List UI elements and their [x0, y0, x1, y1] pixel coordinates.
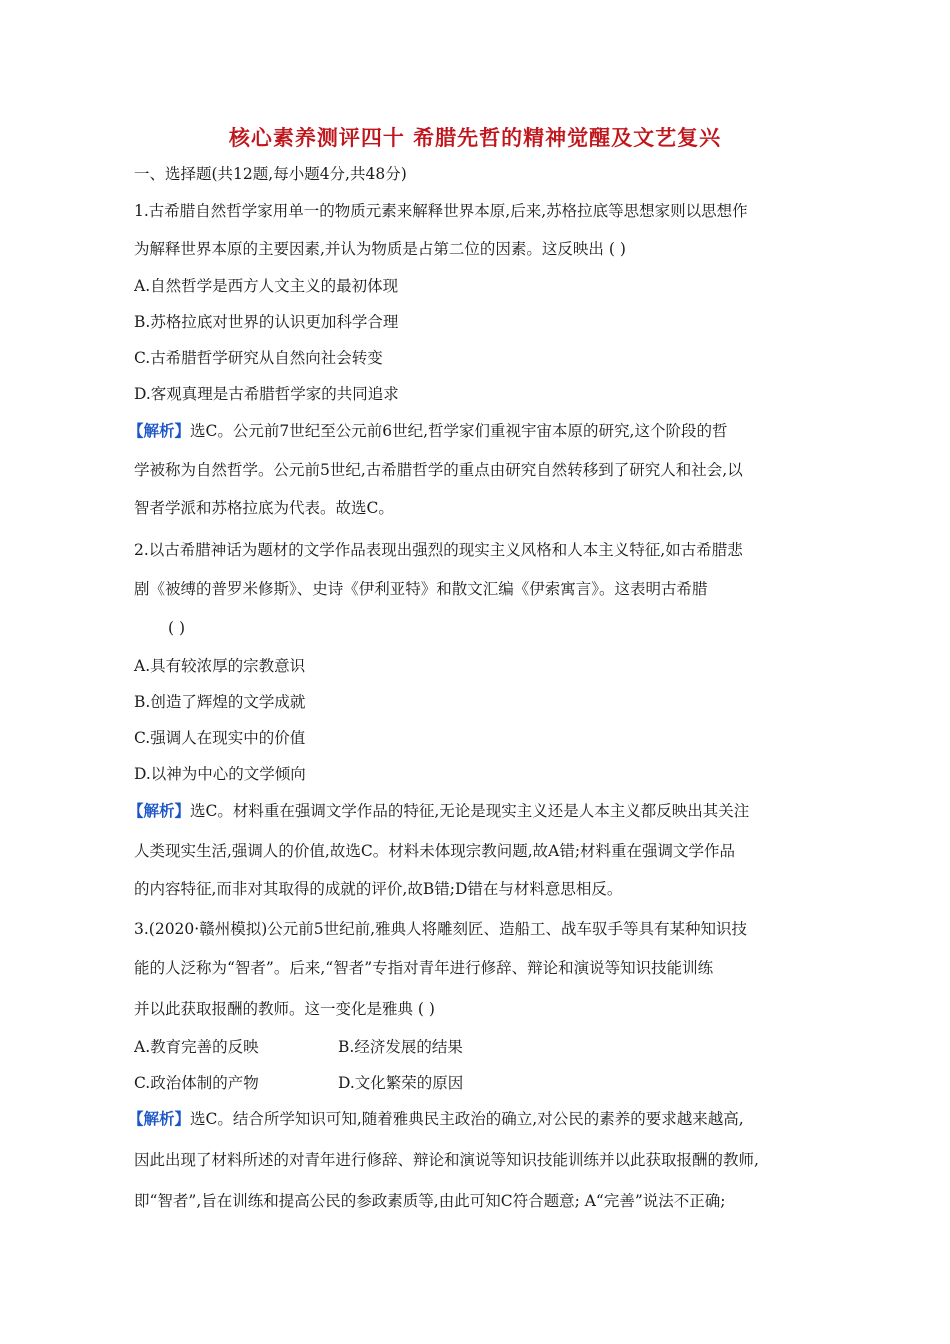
q3-options-row-1	[134, 1036, 824, 1058]
q2-analysis-line-1	[128, 800, 824, 822]
q3-option-c: C.政治体制的产物	[134, 1074, 259, 1092]
analysis-tag: 【解析】	[128, 801, 191, 820]
q2-option-d: D.以神为中心的文学倾向	[134, 765, 306, 783]
q3-option-a: A.教育完善的反映	[134, 1038, 259, 1056]
q1-analysis-line-3: 智者学派和苏格拉底为代表。故选C。	[134, 499, 394, 517]
q1-analysis-text-1: 选C。公元前7世纪至公元前6世纪,哲学家们重视宇宙本原的研究,这个阶段的哲	[190, 422, 728, 440]
q3-analysis-line-2: 因此出现了材料所述的对青年进行修辞、辩论和演说等知识技能训练并以此获取报酬的教师,	[134, 1151, 759, 1169]
q3-stem-line-2: 能的人泛称为“智者”。后来,“智者”专指对青年进行修辞、辩论和演说等知识技能训练	[134, 959, 714, 977]
q1-option-a: A.自然哲学是西方人文主义的最初体现	[134, 277, 399, 295]
q3-option-b: B.经济发展的结果	[338, 1038, 463, 1056]
q1-analysis-line-2: 学被称为自然哲学。公元前5世纪,古希腊哲学的重点由研究自然转移到了研究人和社会,以	[134, 461, 743, 479]
page-title: 核心素养测评四十 希腊先哲的精神觉醒及文艺复兴	[228, 126, 722, 150]
q3-stem-line-1: 3.(2020·赣州模拟)公元前5世纪前,雅典人将雕刻匠、造船工、战车驭手等具有某种知识技	[134, 920, 748, 938]
q3-option-d: D.文化繁荣的原因	[338, 1074, 464, 1092]
analysis-tag: 【解析】	[128, 421, 191, 440]
section-heading: 一、选择题(共12题,每小题4分,共48分)	[134, 165, 407, 183]
q1-option-c: C.古希腊哲学研究从自然向社会转变	[134, 349, 383, 367]
q2-stem-line-2: 剧《被缚的普罗米修斯》、史诗《伊利亚特》和散文汇编《伊索寓言》。这表明古希腊	[134, 580, 708, 598]
q2-option-a: A.具有较浓厚的宗教意识	[134, 657, 306, 675]
q3-analysis-text-1: 选C。结合所学知识可知,随着雅典民主政治的确立,对公民的素养的要求越来越高,	[190, 1110, 744, 1128]
q3-analysis-line-3: 即“智者”,旨在训练和提高公民的参政素质等,由此可知C符合题意; A“完善”说法不正确;	[134, 1192, 726, 1210]
q3-analysis-line-1	[128, 1108, 824, 1130]
q2-option-b: B.创造了辉煌的文学成就	[134, 693, 306, 711]
q2-analysis-line-3: 的内容特征,而非对其取得的成就的评价,故B错;D错在与材料意思相反。	[134, 880, 623, 898]
q2-analysis-line-2: 人类现实生活,强调人的价值,故选C。材料未体现宗教问题,故A错;材料重在强调文学作品	[134, 842, 736, 860]
q1-option-d: D.客观真理是古希腊哲学家的共同追求	[134, 385, 399, 403]
q1-option-b: B.苏格拉底对世界的认识更加科学合理	[134, 313, 399, 331]
q3-stem-line-3: 并以此获取报酬的教师。这一变化是雅典 ( )	[134, 1000, 435, 1018]
analysis-tag: 【解析】	[128, 1109, 191, 1128]
q2-analysis-text-1: 选C。材料重在强调文学作品的特征,无论是现实主义还是人本主义都反映出其关注	[190, 802, 750, 820]
q3-options-row-2	[134, 1072, 824, 1094]
q1-stem-line-1: 1.古希腊自然哲学家用单一的物质元素来解释世界本原,后来,苏格拉底等思想家则以思想作	[134, 202, 748, 220]
q2-stem-line-3: ( )	[168, 619, 186, 637]
q1-analysis-line-1	[128, 420, 824, 442]
q1-stem-line-2: 为解释世界本原的主要因素,并认为物质是占第二位的因素。这反映出 ( )	[134, 240, 626, 258]
q2-option-c: C.强调人在现实中的价值	[134, 729, 306, 747]
q2-stem-line-1: 2.以古希腊神话为题材的文学作品表现出强烈的现实主义风格和人本主义特征,如古希腊悲	[134, 541, 743, 559]
